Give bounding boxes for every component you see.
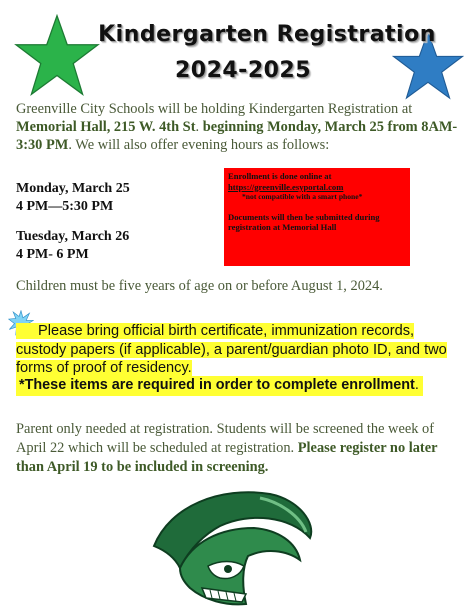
schedule-hours: 4 PM—5:30 PM xyxy=(16,199,114,214)
page-title: Kindergarten Registration xyxy=(98,22,436,47)
required-period: . xyxy=(414,377,419,393)
parent-note-text: Parent only needed at registration. Students will be screened the week of April 22 which will be scheduled at registration. xyxy=(16,421,434,456)
intro-lead: Greenville City Schools will be holding Kindergarten Registration at xyxy=(16,101,413,117)
enrollment-portal-link[interactable]: https://greenville.esyportal.com xyxy=(228,181,344,192)
school-year: 2024-2025 xyxy=(174,58,312,83)
schedule-tuesday xyxy=(16,228,129,264)
schedule-monday xyxy=(16,180,130,216)
required-text: *These items are required in order to complete enrollment xyxy=(19,377,415,393)
intro-paragraph xyxy=(16,100,462,154)
registration-deadline: Please register no later than April 19 to be included in screening. xyxy=(16,440,438,475)
age-requirement: Children must be five years of age on or before August 1, 2024. xyxy=(16,278,383,294)
schedule-hours: 4 PM- 6 PM xyxy=(16,247,89,262)
intro-start: beginning Monday, March 25 from 8AM-3:30 PM xyxy=(16,119,458,153)
intro-tail: . We will also offer evening hours as follows: xyxy=(68,137,330,153)
required-items-note xyxy=(16,376,423,396)
green-wave-mascot xyxy=(150,476,322,613)
intro-location: Memorial Hall, 215 W. 4th St xyxy=(16,119,196,135)
online-line: Enrollment is done online at xyxy=(228,171,332,181)
intro-period: . xyxy=(195,119,200,135)
documents-text: Please bring official birth certificate, immunization records, custody papers (if applicable), a parent/guardian photo ID, and two forms of proof of residency. xyxy=(16,323,447,376)
online-enrollment-box xyxy=(224,168,410,266)
schedule-day: Monday, March 25 xyxy=(16,181,130,196)
smartphone-note: *not compatible with a smart phone* xyxy=(242,192,363,201)
parent-note xyxy=(16,420,462,477)
documents-needed xyxy=(16,322,460,378)
documents-submission-note: Documents will then be submitted during registration at Memorial Hall xyxy=(228,211,380,232)
schedule-day: Tuesday, March 26 xyxy=(16,229,130,244)
